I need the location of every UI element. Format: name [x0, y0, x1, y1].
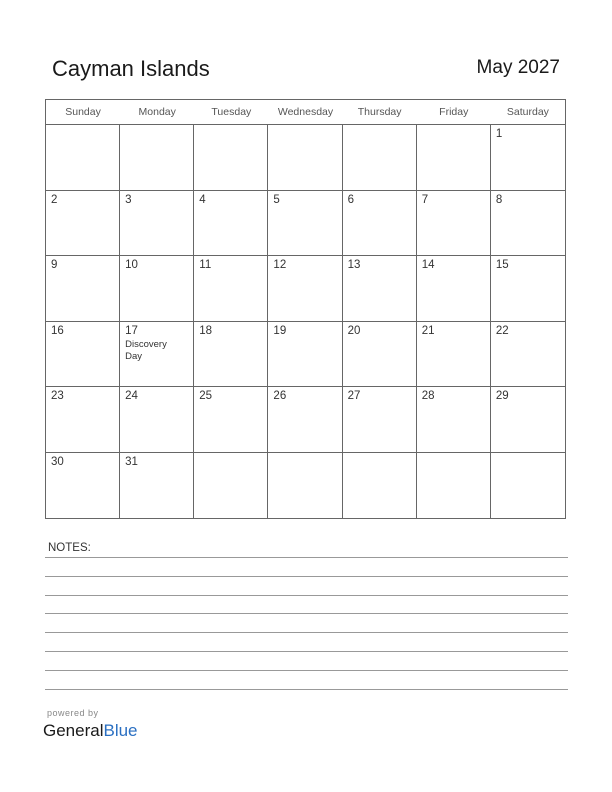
- day-cell: [268, 256, 342, 322]
- day-number: 26: [273, 390, 287, 402]
- day-number: 19: [273, 324, 287, 337]
- weekday-header: [46, 100, 565, 125]
- weekday-tuesday: Tuesday: [211, 106, 252, 118]
- day-cell: [268, 387, 342, 453]
- calendar-body: [46, 125, 565, 518]
- day-cell: [343, 256, 417, 322]
- day-number: 27: [347, 390, 361, 402]
- day-cell: [343, 387, 417, 453]
- day-cell: [194, 387, 268, 453]
- note-line: [45, 689, 568, 690]
- country-title: Cayman Islands: [52, 56, 210, 81]
- day-number: 9: [51, 259, 58, 271]
- day-cell: [194, 256, 268, 322]
- day-cell: [46, 125, 120, 191]
- note-line: [45, 595, 568, 596]
- day-cell: [46, 256, 120, 322]
- day-number: 2: [51, 193, 58, 206]
- day-number: 28: [421, 390, 435, 402]
- day-cell: [120, 387, 194, 453]
- day-number: 15: [495, 259, 509, 271]
- weekday-thursday: Thursday: [357, 106, 402, 118]
- day-number: 31: [125, 455, 138, 468]
- day-number: 3: [125, 193, 132, 206]
- day-number: 22: [495, 324, 509, 337]
- day-number: 11: [199, 259, 212, 271]
- day-cell: [194, 191, 268, 257]
- weekday-friday: Friday: [439, 106, 469, 118]
- day-number: 23: [51, 390, 64, 402]
- day-number: 29: [495, 390, 509, 402]
- day-number: 30: [51, 455, 64, 468]
- notes-label: NOTES:: [48, 542, 91, 554]
- day-number: 12: [273, 259, 287, 271]
- note-line: [45, 670, 568, 671]
- day-number: 7: [421, 193, 429, 206]
- weekday-monday: Monday: [138, 106, 176, 118]
- day-cell: [120, 191, 194, 257]
- note-line: [45, 576, 568, 577]
- powered-by-text: powered by: [47, 708, 99, 718]
- month-year-title: May 2027: [476, 57, 560, 78]
- day-cell: [194, 322, 268, 388]
- day-cell: [46, 191, 120, 257]
- weekday-saturday: Saturday: [506, 106, 549, 118]
- generalblue-logo: [43, 721, 138, 741]
- day-cell: [491, 125, 565, 191]
- weekday-sunday: Sunday: [65, 106, 101, 118]
- day-number: 13: [347, 259, 361, 271]
- day-number: 1: [495, 128, 503, 140]
- day-cell: [268, 125, 342, 191]
- day-cell: [120, 453, 194, 519]
- note-line: [45, 651, 568, 652]
- day-cell: [268, 322, 342, 388]
- day-cell: [491, 387, 565, 453]
- note-line: [45, 613, 568, 614]
- day-number: 18: [199, 324, 213, 337]
- day-cell: [46, 387, 120, 453]
- day-number: 24: [125, 390, 138, 402]
- day-cell: [343, 125, 417, 191]
- day-cell: [417, 191, 491, 257]
- weekday-wednesday: Wednesday: [277, 106, 334, 118]
- day-cell: [343, 322, 417, 388]
- brand-blue: Blue: [103, 721, 138, 740]
- day-cell: [491, 453, 565, 519]
- day-cell: [343, 191, 417, 257]
- holiday-label: Discovery Day: [125, 338, 167, 362]
- day-number: 6: [347, 193, 354, 206]
- day-number: 16: [51, 324, 64, 337]
- day-cell: [491, 191, 565, 257]
- day-number: 20: [347, 324, 361, 337]
- day-number: 25: [199, 390, 213, 402]
- day-cell: [194, 125, 268, 191]
- day-cell: [417, 387, 491, 453]
- day-cell: [417, 322, 491, 388]
- day-number: 8: [495, 193, 503, 206]
- day-cell: [194, 453, 268, 519]
- day-cell: [120, 322, 194, 388]
- day-cell: [46, 322, 120, 388]
- day-cell: [417, 453, 491, 519]
- day-number: 21: [421, 324, 435, 337]
- day-cell: [343, 453, 417, 519]
- day-cell: [268, 453, 342, 519]
- day-cell: [120, 256, 194, 322]
- day-cell: [491, 322, 565, 388]
- day-cell: [268, 191, 342, 257]
- day-cell: [120, 125, 194, 191]
- day-cell: [46, 453, 120, 519]
- day-number: 5: [273, 193, 280, 206]
- calendar-grid: [45, 99, 566, 519]
- day-cell: [491, 256, 565, 322]
- day-cell: [417, 256, 491, 322]
- day-number: 10: [125, 259, 138, 271]
- day-number: 17: [125, 324, 138, 337]
- brand-general: General: [43, 721, 104, 740]
- note-line: [45, 632, 568, 633]
- day-number: 14: [421, 259, 435, 271]
- day-number: 4: [199, 193, 206, 206]
- note-line: [45, 557, 568, 558]
- day-cell: [417, 125, 491, 191]
